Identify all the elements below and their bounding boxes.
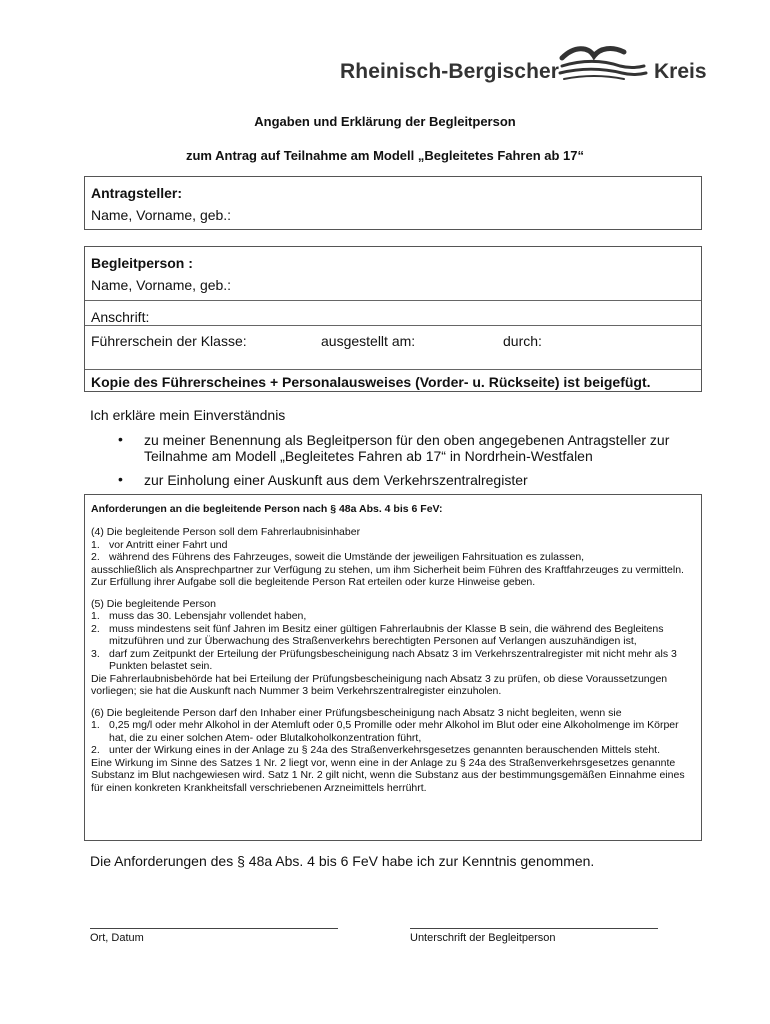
- requirements-box: [84, 494, 702, 841]
- section-5-intro: (5) Die begleitende Person: [91, 597, 216, 610]
- signature-label: Unterschrift der Begleitperson: [410, 932, 556, 944]
- logo-text-right: Kreis: [654, 60, 707, 83]
- copy-attached-note: Kopie des Führerscheines + Personalausweises (Vorder- u. Rückseite) ist beigefügt.: [91, 374, 651, 390]
- companion-heading: Begleitperson :: [91, 255, 193, 271]
- bullet-icon: •: [118, 431, 123, 447]
- list-number: 1.: [91, 719, 100, 731]
- list-number: 2.: [91, 551, 100, 563]
- list-item: [91, 610, 695, 623]
- list-item: [91, 744, 695, 757]
- section-6-item-1: 0,25 mg/l oder mehr Alkohol in der Atemluft oder 0,5 Promille oder mehr Alkohol im Blut oder eine Alkoholmenge im Körper hat, die zu einer solchen Atem- oder Blutalkoholkonzentration führt,: [109, 719, 679, 744]
- bullet-icon: •: [118, 471, 123, 487]
- list-number: 1.: [91, 538, 100, 551]
- license-issuer-field[interactable]: durch:: [503, 333, 542, 349]
- list-number: 3.: [91, 647, 100, 660]
- list-item: [91, 719, 695, 744]
- document-subtitle: zum Antrag auf Teilnahme am Modell „Begleitetes Fahren ab 17“: [185, 148, 585, 163]
- list-number: 2.: [91, 744, 100, 756]
- acknowledgement-text: Die Anforderungen des § 48a Abs. 4 bis 6 FeV habe ich zur Kenntnis genommen.: [90, 853, 595, 869]
- license-issued-field[interactable]: ausgestellt am:: [321, 333, 416, 349]
- section-4-intro: (4) Die begleitende Person soll dem Fahrerlaubnisinhaber: [91, 526, 361, 538]
- divider: [85, 300, 701, 301]
- place-date-label: Ort, Datum: [90, 932, 144, 944]
- companion-box: [84, 246, 702, 392]
- list-number: 1.: [91, 610, 100, 622]
- signature-line[interactable]: [410, 928, 658, 929]
- divider: [85, 369, 701, 370]
- place-date-line[interactable]: [90, 928, 338, 929]
- consent-intro: Ich erkläre mein Einverständnis: [90, 407, 286, 423]
- list-item: [91, 623, 695, 648]
- section-4-item-2: während des Führens des Fahrzeuges, soweit die Umstände der jeweiligen Fahrsituation es zulassen,: [109, 551, 585, 563]
- divider: [85, 325, 701, 326]
- requirements-heading: Anforderungen an die begleitende Person nach § 48a Abs. 4 bis 6 FeV:: [91, 503, 443, 515]
- section-5-item-3: darf zum Zeitpunkt der Erteilung der Prüfungsbescheinigung nach Absatz 3 im Verkehrszentralregister mit nicht mehr als 3 Punkten belastet sein.: [109, 647, 677, 672]
- consent-item-1-line2: Teilnahme am Modell „Begleitetes Fahren ab 17“ in Nordrhein-Westfalen: [144, 448, 593, 464]
- license-class-field[interactable]: Führerschein der Klasse:: [91, 333, 247, 349]
- section-5-item-1: muss das 30. Lebensjahr vollendet haben,: [109, 610, 307, 622]
- section-4-tail: ausschließlich als Ansprechpartner zur Verfügung zu stehen, um ihm Sicherheit beim Führen des Kraftfahrzeuges zu vermitteln. Zur Erfüllung ihrer Aufgabe soll die begleitende Person Rat erteilen oder kurze Hinweise geben.: [91, 563, 684, 588]
- applicant-box: [84, 176, 702, 230]
- list-number: 2.: [91, 622, 100, 635]
- list-item: [91, 648, 695, 673]
- section-6-item-2: unter der Wirkung eines in der Anlage zu § 24a des Straßenverkehrsgesetzes genannten berauschenden Mittels steht.: [109, 744, 660, 756]
- section-5-item-2: muss mindestens seit fünf Jahren im Besitz einer gültigen Fahrerlaubnis der Klasse B sein, die während des Begleitens mitzuführen und zur Überwachung des Straßenverkehrs berechtigten Personen auf Verlangen auszuhändigen ist,: [109, 622, 664, 647]
- rbk-logo: [340, 44, 710, 88]
- waves-logo-icon: [554, 44, 648, 84]
- consent-item-2: zur Einholung einer Auskunft aus dem Verkehrszentralregister: [144, 472, 528, 488]
- consent-item-1-line1: zu meiner Benennung als Begleitperson für den oben angegebenen Antragsteller zur: [144, 432, 670, 448]
- list-item: [91, 551, 695, 564]
- list-item: [91, 539, 695, 552]
- logo-text-left: Rheinisch-Bergischer: [340, 60, 560, 83]
- section-6-tail: Eine Wirkung im Sinne des Satzes 1 Nr. 2 liegt vor, wenn eine in der Anlage zu § 24a des Straßenverkehrsgesetzes genannte Substanz im Blut nachgewiesen wird. Satz 1 Nr. 2 gilt nicht, wenn die Substanz aus der bestimmungsgemäßen Einnahme eines für einen konkreten Krankheitsfall verschriebenen Arzneimittels herrührt.: [91, 756, 685, 794]
- section-4-item-1: vor Antritt einer Fahrt und: [109, 538, 228, 551]
- applicant-heading: Antragsteller:: [91, 185, 183, 201]
- companion-name-field[interactable]: Name, Vorname, geb.:: [91, 277, 232, 293]
- companion-address-field[interactable]: Anschrift:: [91, 309, 150, 325]
- section-6-intro: (6) Die begleitende Person darf den Inhaber einer Prüfungsbescheinigung nach Absatz 3 nicht begleiten, wenn sie: [91, 706, 622, 719]
- applicant-name-field[interactable]: Name, Vorname, geb.:: [91, 207, 232, 223]
- section-5-tail: Die Fahrerlaubnisbehörde hat bei Erteilung der Prüfungsbescheinigung nach Absatz 3 zu prüfen, ob diese Voraussetzungen vorliegen; sie hat die Auskunft nach Nummer 3 beim Verkehrszentralregister einzuholen.: [91, 672, 668, 697]
- document-title: Angaben und Erklärung der Begleitperson: [254, 114, 516, 129]
